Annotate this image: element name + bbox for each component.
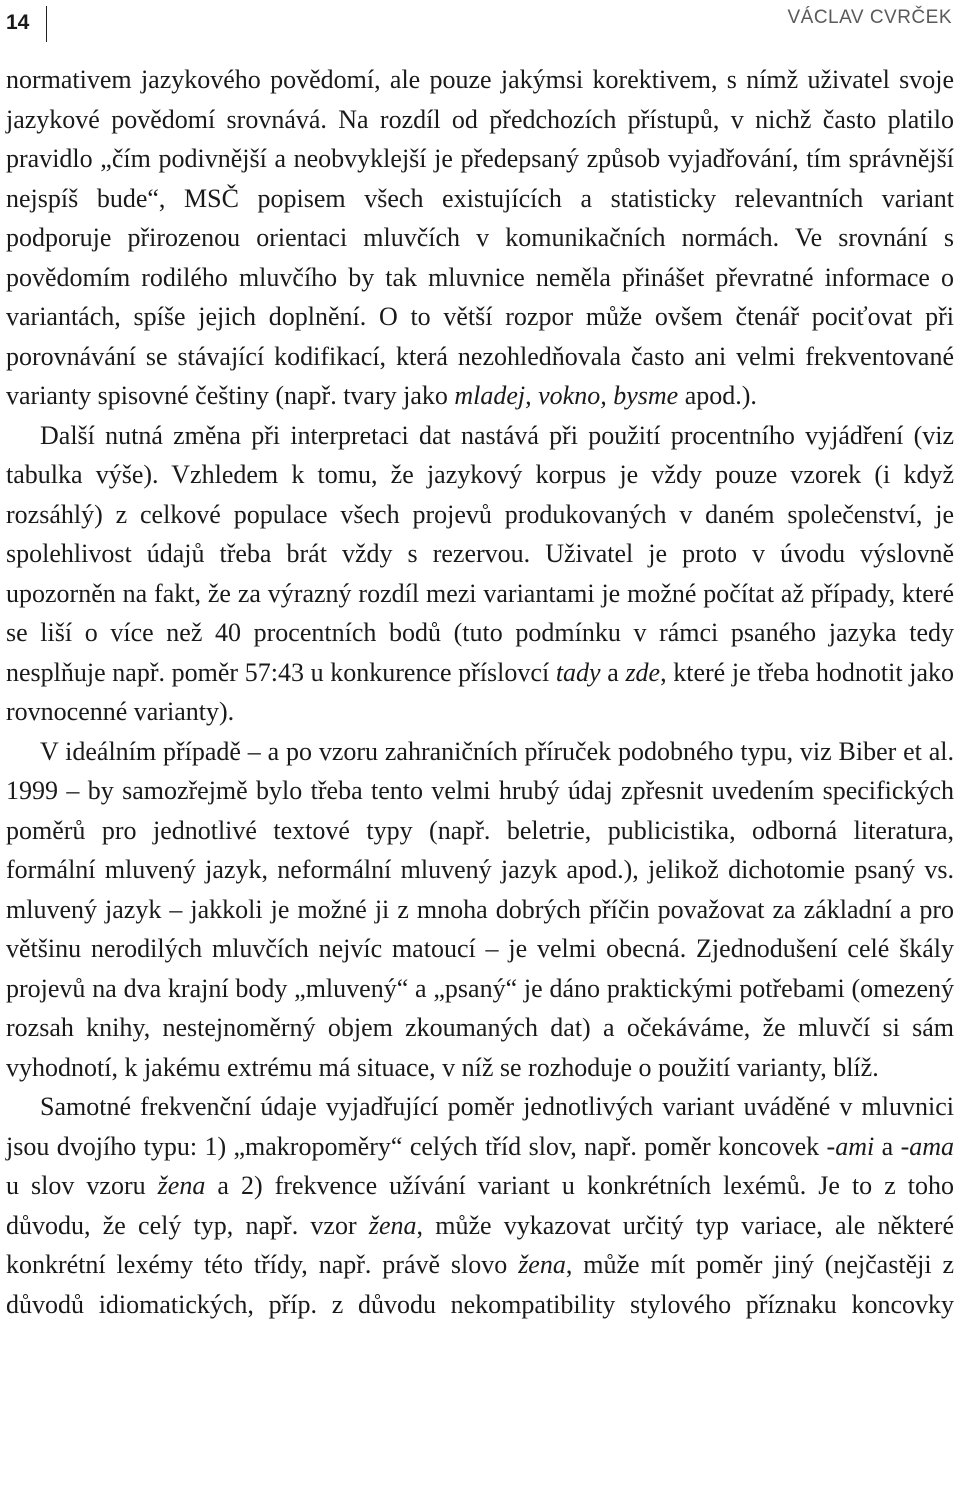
italic-term: žena [518, 1250, 566, 1279]
text-run: a [600, 657, 626, 687]
page-header [0, 0, 960, 48]
text-run: a 2) frekvence užívání variant u konkrétních lexémů. Je to z toho důvodu, že celý typ, např. vzor [6, 1171, 954, 1240]
italic-term: žena [368, 1210, 417, 1240]
text-run: , může vykazovat určitý typ variace, ale některé konkrétní lexémy této třídy, např. právě slovo [6, 1210, 954, 1279]
header-divider [46, 6, 47, 42]
italic-term: tady [555, 657, 601, 687]
running-head-author: VÁCLAV CVRČEK [787, 7, 952, 28]
paragraph [6, 416, 954, 732]
text-run: normativem jazykového povědomí, ale pouze jakýmsi korektivem, s nímž uživatel svoje jazykové povědomí srovnává. Na rozdíl od předchozích přístupů, v nichž často platilo pravidlo „čím podivnější a neobvyklejší je předepsaný způsob vyjadřování, tím správnější nejspíš bude“, MSČ popisem všech existujících a statisticky relevantních variant podporuje přirozenou orientaci mluvčích v komunikačních normách. Ve srovnání s povědomím rodilého mluvčího by tak mluvnice neměla přinášet převratné informace o variantách, spíše jejich doplnění. O to větší rozpor může ovšem čtenář pociťovat při porovnávání se stávající kodifikací, která nezohledňovala často ani velmi frekventované varianty spisovné češtiny (např. tvary jako [6, 65, 954, 410]
paragraph [6, 60, 954, 416]
text-run: a [874, 1131, 901, 1161]
text-run: V ideálním případě – a po vzoru zahraničních příruček podobného typu, viz Biber et al. 1999 – by samozřejmě bylo třeba tento velmi hrubý údaj zpřesnit uvedením specifických poměrů pro jednotlivé textové typy (např. beletrie, publicistika, odborná literatura, formální mluvený jazyk, neformální mluvený jazyk apod.), jelikož dichotomie psaný vs. mluvený jazyk – jakkoli je možné ji z mnoha dobrých příčin považovat za základní a pro většinu nerodilých mluvčích nejvíc matoucí – je velmi obecná. Zjednodušení celé škály projevů na dva krajní body „mluvený“ a „psaný“ je dáno praktickými potřebami (omezený rozsah knihy, nestejnoměrný objem zkoumaných dat) a očekáváme, že mluvčí si sám vyhodnotí, k jakému extrému má situace, v níž se rozhoduje o použití varianty, blíž. [6, 736, 954, 1082]
text-run: , může mít poměr jiný (nejčastěji z důvodů idiomatických, příp. z důvodu nekompatibility stylového příznaku koncovky [6, 1250, 954, 1319]
paragraph [6, 1087, 954, 1324]
paragraph [6, 732, 954, 1088]
page-number: 14 [6, 11, 30, 34]
text-run: , které je třeba hodnotit jako rovnocenné varianty). [6, 657, 954, 726]
italic-term: -ama [900, 1131, 954, 1161]
italic-term: mladej, vokno, bysme [454, 381, 679, 410]
text-run: apod.). [678, 381, 757, 410]
italic-term: -ami [826, 1131, 875, 1161]
italic-term: žena [157, 1171, 206, 1200]
text-run: Samotné frekvenční údaje vyjadřující poměr jednotlivých variant uváděné v mluvnici jsou dvojího typu: 1) „makropoměry“ celých tříd slov, např. poměr koncovek [6, 1092, 954, 1161]
body-text [6, 60, 954, 1324]
text-run: u slov vzoru [6, 1171, 158, 1200]
text-run: Další nutná změna při interpretaci dat nastává při použití procentního vyjádření (viz tabulka výše). Vzhledem k tomu, že jazykový korpus je vždy pouze vzorek (i když rozsáhlý) z celkové populace všech projevů produkovaných v daném společenství, je spolehlivost údajů třeba brát vždy s rezervou. Uživatel je proto v úvodu výslovně upozorněn na fakt, že za výrazný rozdíl mezi variantami je možné počítat až případy, které se liší o více než 40 procentních bodů (tuto podmínku v rámci psaného jazyka tedy nesplňuje např. poměr 57:43 u konkurence příslovcí [6, 420, 954, 687]
italic-term: zde [625, 657, 661, 687]
